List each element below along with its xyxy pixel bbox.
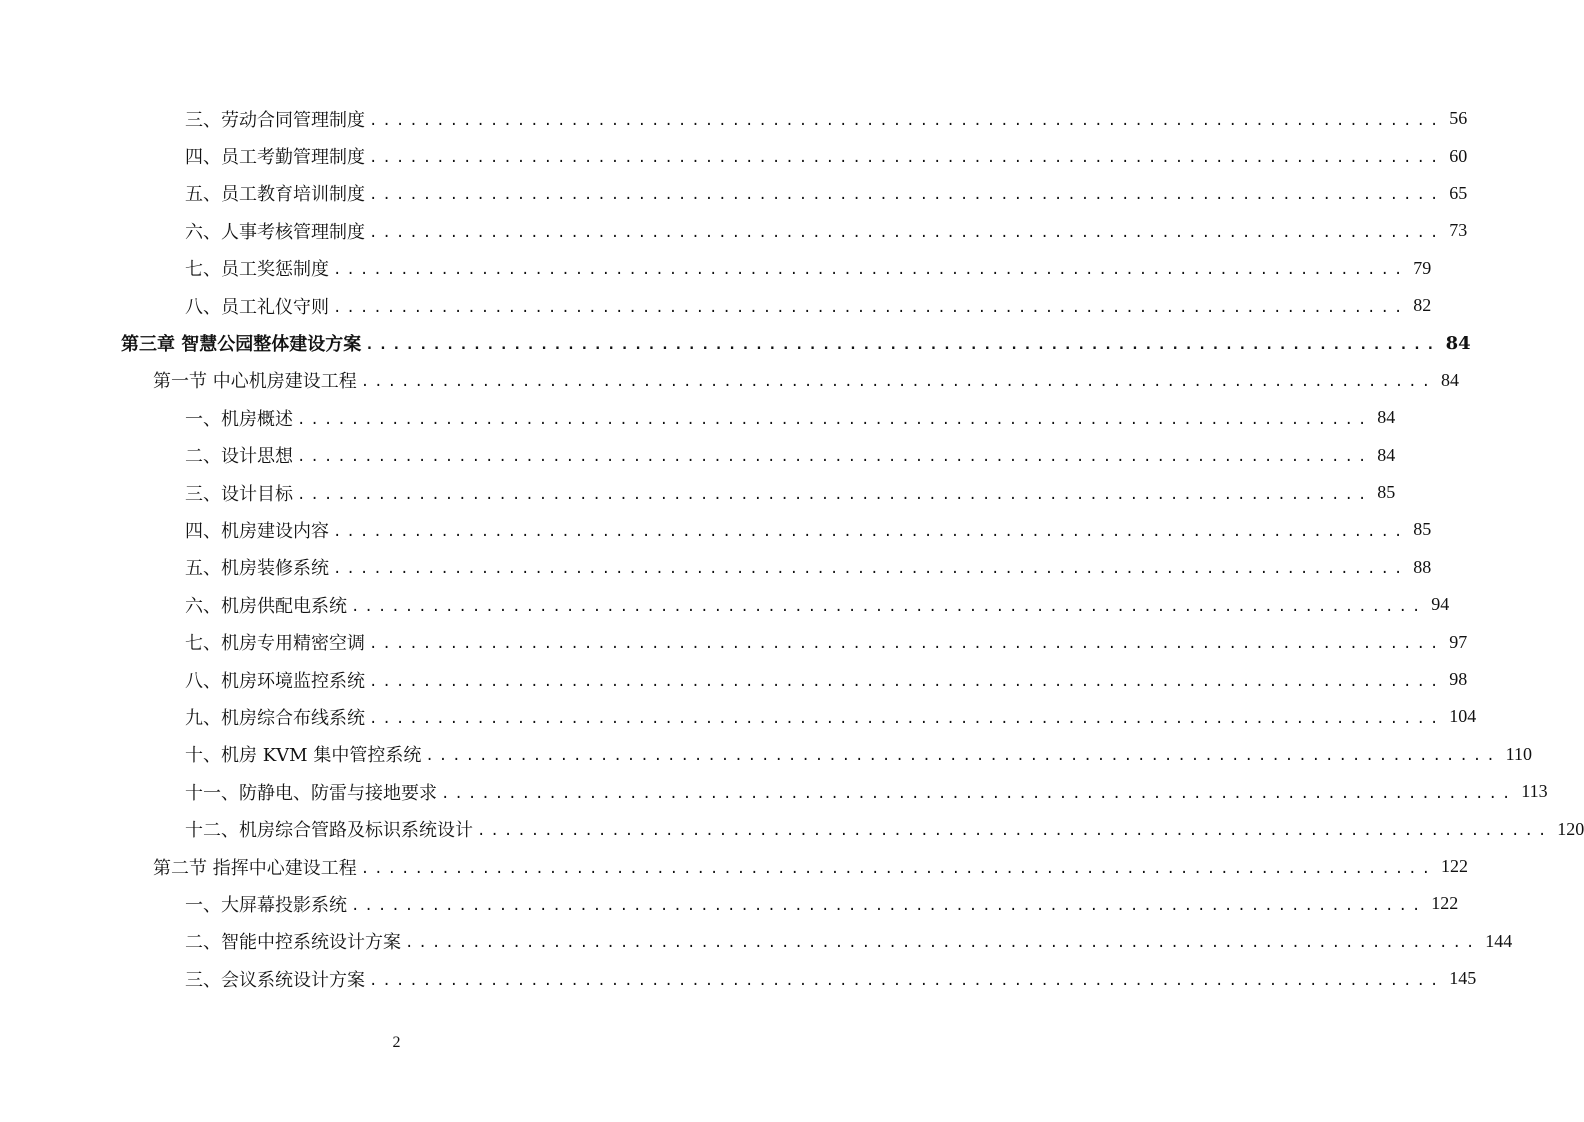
toc-entry-label: 六、人事考核管理制度 — [185, 221, 365, 243]
toc-entry-page: 79 — [1413, 257, 1432, 278]
toc-entry-label: 三、设计目标 — [185, 483, 293, 505]
toc-item-entry[interactable] — [0, 773, 1548, 810]
toc-dot-leader: ................................................................................ — [333, 262, 1408, 279]
toc-entry-page: 84 — [1377, 407, 1396, 428]
toc-item-entry[interactable] — [0, 399, 1396, 436]
toc-dot-leader: ................................................................................ — [333, 299, 1408, 316]
toc-item-entry[interactable] — [0, 549, 1432, 586]
toc-entry-label: 一、机房概述 — [185, 408, 293, 430]
toc-entry-label: 十、机房 KVM 集中管控系统 — [185, 745, 422, 767]
toc-entry-label: 八、员工礼仪守则 — [185, 296, 329, 318]
toc-entry-label: 七、机房专用精密空调 — [185, 633, 365, 655]
toc-entry-label: 二、智能中控系统设计方案 — [185, 932, 401, 954]
toc-item-entry[interactable] — [0, 100, 1468, 137]
toc-item-entry[interactable] — [0, 437, 1396, 474]
toc-entry-label: 十一、防静电、防雷与接地要求 — [185, 782, 437, 804]
toc-dot-leader: ................................................................................ — [365, 337, 1440, 354]
toc-entry-page: 84 — [1377, 444, 1396, 465]
toc-dot-leader: ................................................................................ — [441, 785, 1516, 802]
toc-entry-label: 五、员工教育培训制度 — [185, 184, 365, 206]
toc-item-entry[interactable] — [0, 287, 1432, 324]
toc-entry-label: 第一节 中心机房建设工程 — [153, 371, 357, 393]
toc-entry-page: 65 — [1449, 182, 1468, 203]
toc-entry-page: 120 — [1557, 818, 1584, 839]
toc-entry-page: 82 — [1413, 295, 1432, 316]
toc-entry-label: 九、机房综合布线系统 — [185, 707, 365, 729]
toc-entry-label: 四、员工考勤管理制度 — [185, 147, 365, 169]
toc-entry-page: 84 — [1445, 332, 1471, 354]
toc-entry-page: 73 — [1449, 220, 1468, 241]
toc-dot-leader: ................................................................................ — [333, 561, 1408, 578]
toc-item-entry[interactable] — [0, 661, 1468, 698]
table-of-contents — [0, 100, 1584, 997]
toc-entry-page: 85 — [1413, 519, 1432, 540]
toc-entry-page: 145 — [1449, 968, 1477, 989]
toc-item-entry[interactable] — [0, 137, 1468, 174]
toc-item-entry[interactable] — [0, 810, 1584, 847]
toc-entry-page: 94 — [1431, 594, 1450, 615]
toc-entry-label: 二、设计思想 — [185, 446, 293, 468]
toc-section-entry[interactable] — [0, 848, 1469, 885]
toc-dot-leader: ................................................................................ — [351, 598, 1426, 615]
toc-dot-leader: ................................................................................ — [369, 673, 1444, 690]
toc-dot-leader: ................................................................................ — [369, 710, 1444, 727]
toc-entry-page: 144 — [1485, 930, 1513, 951]
toc-dot-leader: ................................................................................ — [369, 150, 1444, 167]
toc-dot-leader: ................................................................................ — [425, 748, 1500, 765]
toc-item-entry[interactable] — [0, 175, 1468, 212]
toc-entry-page: 84 — [1441, 369, 1460, 390]
toc-entry-page: 98 — [1449, 669, 1468, 690]
toc-item-entry[interactable] — [0, 474, 1396, 511]
toc-entry-label: 第三章 智慧公园整体建设方案 — [121, 334, 362, 356]
toc-entry-page: 97 — [1449, 631, 1468, 652]
toc-section-entry[interactable] — [0, 362, 1460, 399]
toc-entry-label: 五、机房装修系统 — [185, 558, 329, 580]
toc-item-entry[interactable] — [0, 511, 1432, 548]
toc-entry-page: 113 — [1521, 781, 1548, 802]
toc-entry-label: 三、劳动合同管理制度 — [185, 109, 365, 131]
toc-item-entry[interactable] — [0, 885, 1459, 922]
toc-dot-leader: ................................................................................ — [297, 449, 1372, 466]
toc-dot-leader: ................................................................................ — [333, 523, 1408, 540]
toc-item-entry[interactable] — [0, 736, 1532, 773]
toc-item-entry[interactable] — [0, 698, 1477, 735]
toc-entry-label: 八、机房环境监控系统 — [185, 670, 365, 692]
toc-entry-page: 88 — [1413, 556, 1432, 577]
toc-dot-leader: ................................................................................ — [297, 486, 1372, 503]
toc-item-entry[interactable] — [0, 250, 1432, 287]
toc-entry-label: 四、机房建设内容 — [185, 520, 329, 542]
toc-dot-leader: ................................................................................ — [297, 411, 1372, 428]
toc-item-entry[interactable] — [0, 212, 1468, 249]
toc-item-entry[interactable] — [0, 623, 1468, 660]
toc-entry-label: 第二节 指挥中心建设工程 — [153, 857, 357, 879]
toc-item-entry[interactable] — [0, 586, 1450, 623]
toc-entry-page: 122 — [1441, 856, 1469, 876]
toc-entry-page: 122 — [1431, 893, 1459, 914]
toc-entry-label: 十二、机房综合管路及标识系统设计 — [185, 820, 473, 842]
toc-entry-page: 60 — [1449, 145, 1468, 166]
toc-entry-label: 一、大屏幕投影系统 — [185, 894, 347, 916]
toc-item-entry[interactable] — [0, 923, 1513, 960]
toc-dot-leader: ................................................................................ — [405, 935, 1480, 952]
toc-entry-label: 七、员工奖惩制度 — [185, 259, 329, 281]
toc-dot-leader: ................................................................................ — [360, 860, 1436, 877]
toc-dot-leader: ................................................................................ — [477, 823, 1552, 840]
toc-dot-leader: ................................................................................ — [369, 972, 1444, 989]
toc-dot-leader: ................................................................................ — [369, 112, 1444, 129]
toc-entry-page: 110 — [1505, 743, 1532, 764]
toc-entry-page: 85 — [1377, 482, 1396, 503]
toc-entry-label: 六、机房供配电系统 — [185, 595, 347, 617]
toc-dot-leader: ................................................................................ — [360, 374, 1436, 391]
toc-entry-page: 56 — [1449, 108, 1468, 129]
toc-item-entry[interactable] — [0, 960, 1477, 997]
toc-entry-label: 三、会议系统设计方案 — [185, 969, 365, 991]
toc-entry-page: 104 — [1449, 706, 1477, 727]
page-number: 2 — [392, 1034, 401, 1051]
toc-dot-leader: ................................................................................ — [369, 187, 1444, 204]
toc-dot-leader: ................................................................................ — [369, 636, 1444, 653]
toc-dot-leader: ................................................................................ — [351, 897, 1426, 914]
toc-dot-leader: ................................................................................ — [369, 224, 1444, 241]
toc-chapter-entry[interactable] — [0, 324, 1471, 361]
